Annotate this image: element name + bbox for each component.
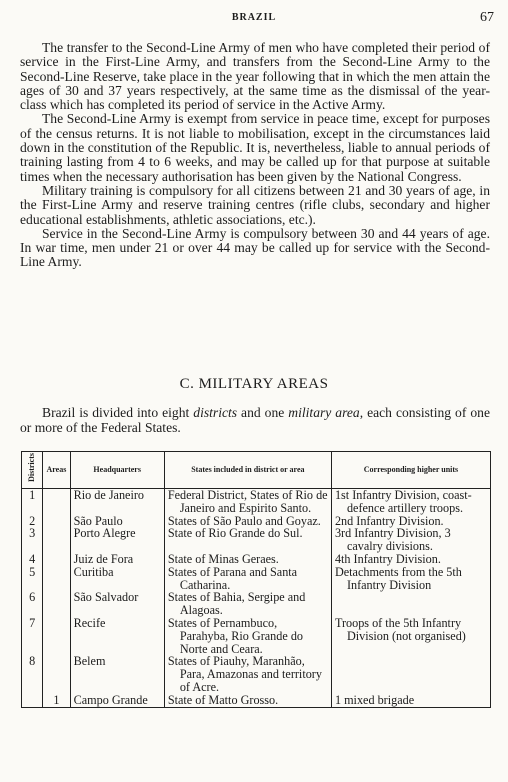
table-row — [22, 694, 491, 707]
states-cell: States of Pernambuco, Parahyba, Rio Grande do Norte and Ceara. — [164, 617, 331, 655]
col-header-districts: Districts — [22, 452, 43, 489]
intro-emphasis: districts — [193, 405, 238, 420]
headquarters-cell: Juiz de Fora — [70, 553, 164, 566]
district-cell: 2 — [22, 515, 43, 528]
area-cell — [43, 617, 70, 655]
military-areas-table — [21, 451, 491, 708]
section-title: C. MILITARY AREAS — [179, 376, 329, 392]
table-row — [22, 617, 491, 655]
col-header-states: States included in district or area — [164, 452, 331, 489]
states-cell: State of Rio Grande do Sul. — [164, 527, 331, 553]
district-cell — [22, 694, 43, 707]
units-cell — [331, 591, 490, 617]
running-title: BRAZIL — [231, 12, 277, 23]
district-cell: 7 — [22, 617, 43, 655]
area-cell — [43, 591, 70, 617]
col-header-units: Corresponding higher units — [331, 452, 490, 489]
col-header-headquarters: Headquarters — [70, 452, 164, 489]
units-cell: 3rd Infantry Division, 3 cavalry divisions. — [331, 527, 490, 553]
headquarters-cell: São Paulo — [70, 515, 164, 528]
states-cell: State of Matto Grosso. — [164, 694, 331, 707]
intro-text: , each consisting of one or more of the Federal States. — [20, 405, 490, 435]
states-cell: States of Piauhy, Maranhão, Para, Amazonas and territory of Acre. — [164, 655, 331, 693]
states-cell: State of Minas Geraes. — [164, 553, 331, 566]
intro-text: Brazil is divided into eight — [42, 405, 194, 420]
units-cell: 1 mixed brigade — [331, 694, 490, 707]
intro-text: and one — [237, 405, 289, 420]
body-text — [20, 41, 490, 270]
district-cell: 1 — [22, 489, 43, 515]
states-cell: Federal District, States of Rio de Janeiro and Espirito Santo. — [164, 489, 331, 515]
table-row — [22, 591, 491, 617]
page-number: 67 — [480, 10, 494, 25]
headquarters-cell: Belem — [70, 655, 164, 693]
units-cell: Troops of the 5th Infantry Division (not organised) — [331, 617, 490, 655]
headquarters-cell: Curitiba — [70, 566, 164, 592]
table-row — [22, 566, 491, 592]
area-cell — [43, 553, 70, 566]
paragraph: Military training is compulsory for all citizens between 21 and 30 years of age, in the First-Line Army and reserve training centres (rifle clubs, secondary and higher educational establishments, athletic associations, etc.). — [20, 182, 490, 227]
section-intro — [20, 405, 490, 435]
table-row — [22, 527, 491, 553]
col-header-areas: Areas — [43, 452, 70, 489]
headquarters-cell: São Salvador — [70, 591, 164, 617]
paragraph: Service in the Second-Line Army is compulsory between 30 and 44 years of age. In war time, men under 21 or over 44 may be called up for service with the Second-Line Army. — [20, 225, 490, 270]
states-cell: States of São Paulo and Goyaz. — [164, 515, 331, 528]
area-cell — [43, 489, 70, 515]
units-cell: Detachments from the 5th Infantry Division — [331, 566, 490, 592]
area-cell — [43, 515, 70, 528]
units-cell: 2nd Infantry Division. — [331, 515, 490, 528]
district-cell: 5 — [22, 566, 43, 592]
area-cell — [43, 527, 70, 553]
district-cell: 8 — [22, 655, 43, 693]
paragraph: The transfer to the Second-Line Army of men who have completed their period of service in the First-Line Army, and transfers from the Second-Line Army to the Second-Line Reserve, take place in the year following that in which the men attain the ages of 30 and 37 years respectively, at the same time as the dismissal of the year-class which has completed its period of service in the Active Army. — [20, 40, 490, 113]
states-cell: States of Bahia, Sergipe and Alagoas. — [164, 591, 331, 617]
area-cell — [43, 566, 70, 592]
units-cell: 1st Infantry Division, coast-defence artillery troops. — [331, 489, 490, 515]
headquarters-cell: Recife — [70, 617, 164, 655]
states-cell: States of Parana and Santa Catharina. — [164, 566, 331, 592]
area-cell — [43, 655, 70, 693]
paragraph: The Second-Line Army is exempt from service in peace time, except for purposes of the census returns. It is not liable to mobilisation, except in the circumstances laid down in the constitution of the Republic. It is, nevertheless, liable to annual periods of training lasting from 4 to 6 weeks, and may be called up for that purpose at suitable times when the necessary authorisation has been given by the National Congress. — [20, 111, 490, 184]
district-cell: 4 — [22, 553, 43, 566]
table-row — [22, 489, 491, 515]
headquarters-cell: Campo Grande — [70, 694, 164, 707]
headquarters-cell: Rio de Janeiro — [70, 489, 164, 515]
table-row — [22, 655, 491, 693]
intro-emphasis: military area — [288, 405, 360, 420]
area-cell: 1 — [43, 694, 70, 707]
page-header — [0, 10, 508, 28]
district-cell: 3 — [22, 527, 43, 553]
units-cell: 4th Infantry Division. — [331, 553, 490, 566]
headquarters-cell: Porto Alegre — [70, 527, 164, 553]
table-header-row — [22, 452, 491, 489]
units-cell — [331, 655, 490, 693]
district-cell: 6 — [22, 591, 43, 617]
